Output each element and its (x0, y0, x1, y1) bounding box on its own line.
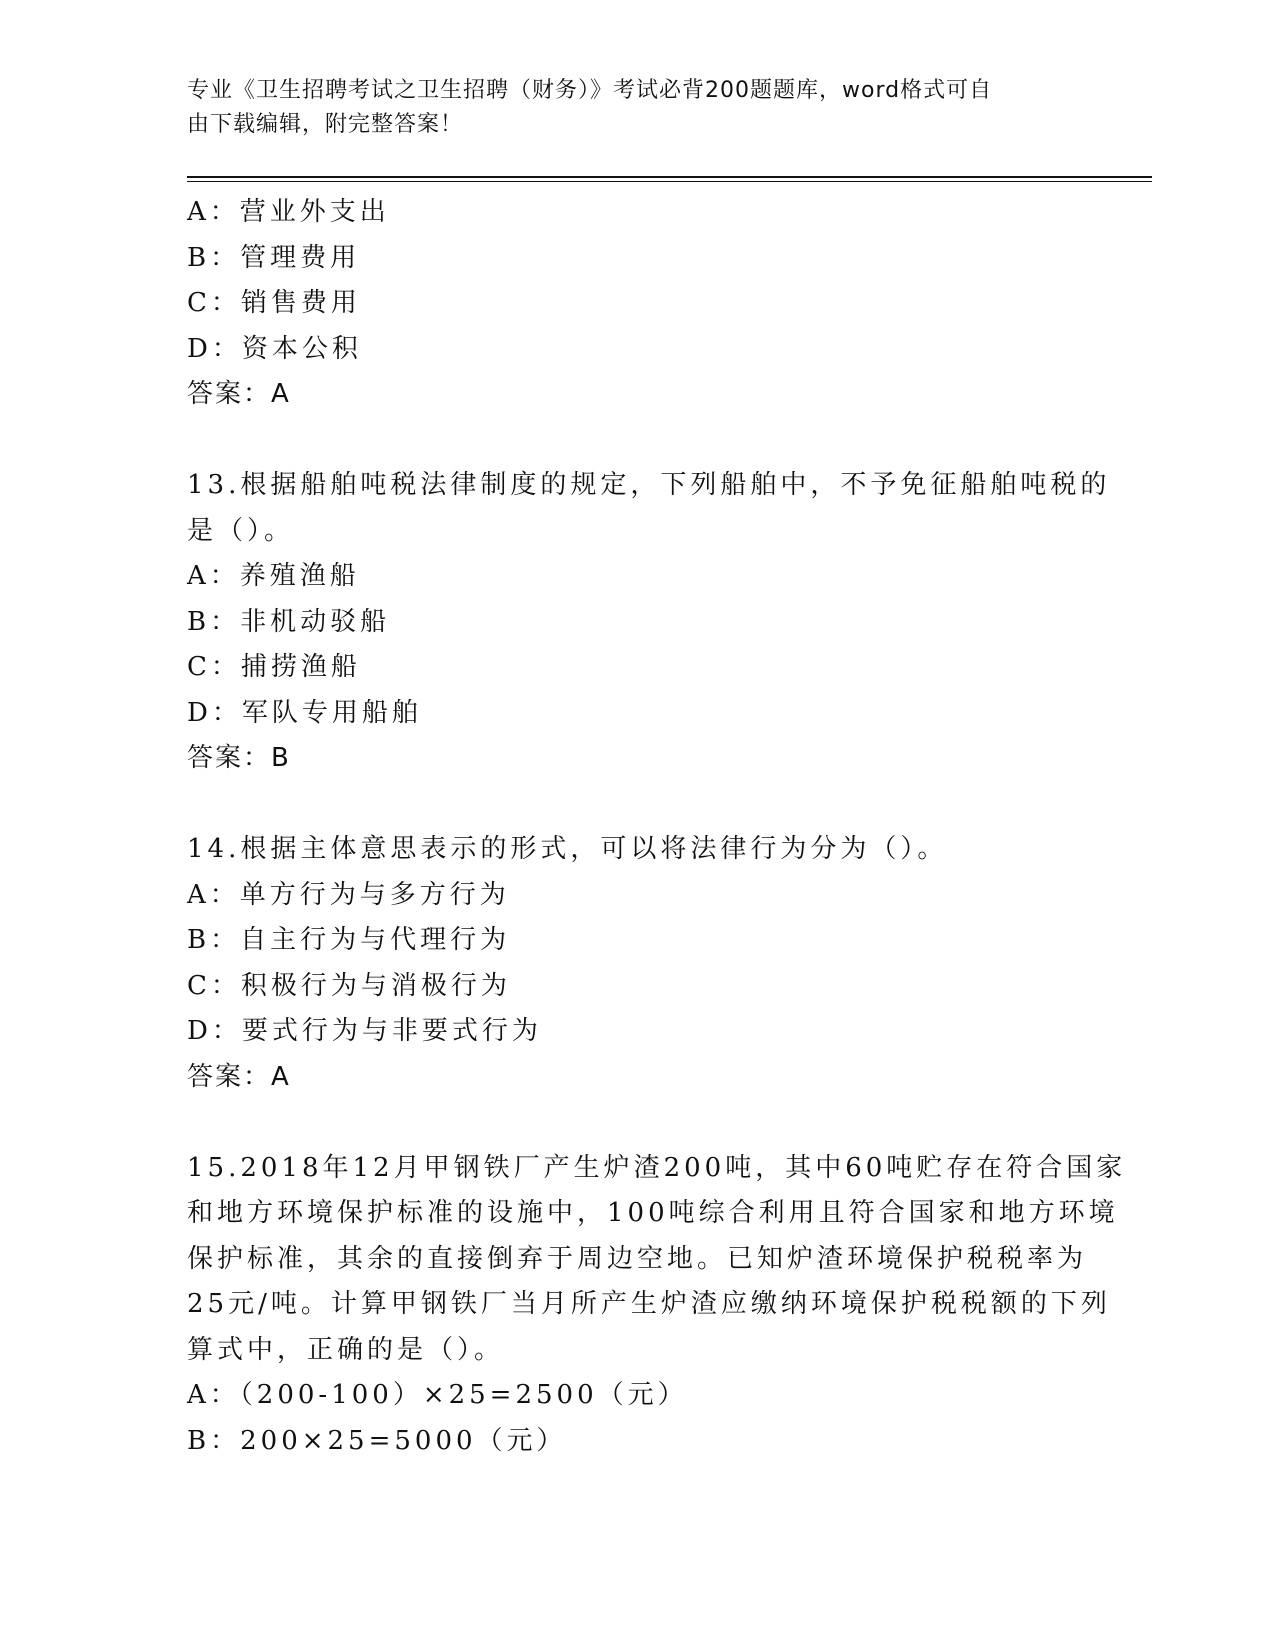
question-stem: 14.根据主体意思表示的形式，可以将法律行为分为（）。 (187, 834, 948, 864)
document-header (187, 74, 1067, 142)
option-a: A：营业外支出 (187, 197, 390, 227)
option-d: D：军队专用船舶 (187, 697, 422, 728)
option-a: A：单方行为与多方行为 (187, 879, 510, 910)
option-c: C：积极行为与消极行为 (187, 970, 511, 1001)
question-stem: 和地方环境保护标准的设施中，100吨综合利用且符合国家和地方环境 (187, 1198, 1119, 1228)
option-b: B：200×25=5000（元） (187, 1425, 567, 1456)
question-stem: 是（）。 (187, 515, 295, 546)
option-d: D：要式行为与非要式行为 (187, 1016, 542, 1046)
answer-line: 答案：B (187, 743, 291, 773)
question-stem: 15.2018年12月甲钢铁厂产生炉渣200吨，其中60吨贮存在符合国家 (187, 1152, 1127, 1183)
option-c: C：捕捞渔船 (187, 652, 361, 682)
option-a: A：养殖渔船 (187, 561, 360, 591)
question-15-block (187, 1146, 1127, 1465)
option-d: D：资本公积 (187, 333, 362, 364)
header-line-2: 由下载编辑，附完整答案！ (187, 112, 464, 137)
question-stem: 13.根据船舶吨税法律制度的规定，下列船舶中，不予免征船舶吨税的 (187, 470, 1111, 500)
answer-line: 答案：A (187, 379, 291, 409)
spacer (187, 1100, 1087, 1146)
question-13-block (187, 463, 1111, 782)
header-divider-bottom (187, 181, 1152, 182)
header-divider-top (187, 176, 1152, 178)
answer-line: 答案：A (187, 1061, 291, 1092)
question-stem: 算式中，正确的是（）。 (187, 1334, 505, 1365)
question-stem: 25元/吨。计算甲钢铁厂当月所产生炉渣应缴纳环境保护税税额的下列 (187, 1289, 1111, 1319)
question-list (187, 190, 1127, 1464)
option-b: B：非机动驳船 (187, 606, 391, 637)
spacer (187, 782, 1087, 828)
question-12-block (187, 190, 1087, 418)
option-b: B：自主行为与代理行为 (187, 925, 511, 955)
option-b: B：管理费用 (187, 242, 361, 273)
question-stem: 保护标准，其余的直接倒弃于周边空地。已知炉渣环境保护税税率为 (187, 1243, 1088, 1274)
option-c: C：销售费用 (187, 288, 361, 318)
question-14-block (187, 827, 1087, 1100)
option-a: A：（200-100）×25=2500（元） (187, 1380, 688, 1410)
header-line-1: 专业《卫生招聘考试之卫生招聘（财务）》考试必背200题题库，word格式可自 (187, 78, 993, 103)
spacer (187, 418, 1087, 464)
